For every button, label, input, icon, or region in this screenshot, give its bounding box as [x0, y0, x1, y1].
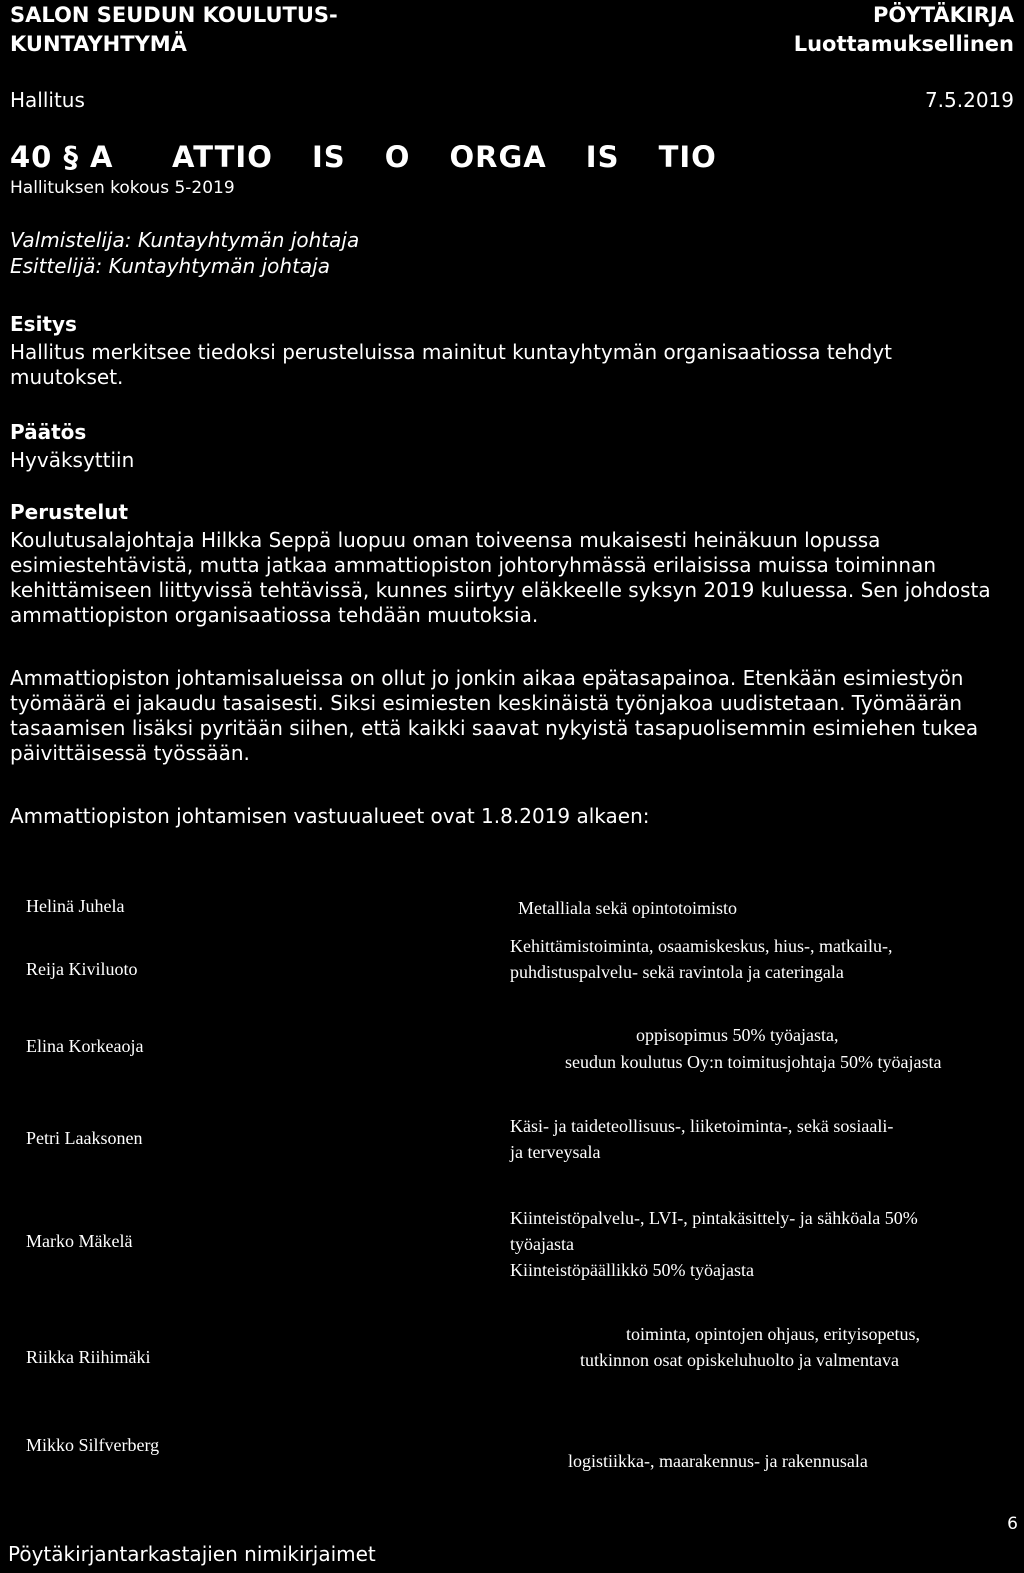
person-name: Mikko Silfverberg [26, 1435, 160, 1455]
proposal-heading: Esitys [10, 312, 77, 336]
responsibility-area: Metalliala sekä opintotoimisto [518, 898, 737, 918]
organization-name-line2: KUNTAYHTYMÄ [10, 32, 187, 56]
rationale-heading: Perustelut [10, 500, 129, 524]
decision-text: Hyväksyttiin [10, 448, 135, 472]
rationale-paragraph-1: Koulutusalajohtaja Hilkka Seppä luopuu oman toiveensa mukaisesti heinäkuun lopussa esimiestehtävistä, mutta jatkaa ammattiopiston johtoryhmässä erilaisissa muissa toiminnan kehittämiseen liittyvissä tehtävissä, kunnes siirtyy eläkkeelle syksyn 2019 kuluessa. Sen johdosta ammattiopiston organisaatiossa tehdään muutoksia. [10, 528, 991, 627]
document-date: 7.5.2019 [924, 88, 1014, 112]
responsibility-area: Käsi- ja taideteollisuus-, liiketoiminta-, sekä sosiaali- [510, 1116, 894, 1136]
person-name: Riikka Riihimäki [26, 1347, 151, 1367]
responsibility-area: logistiikka-, maarakennus- ja rakennusala [568, 1451, 868, 1471]
section-number: 40 § A [10, 140, 114, 174]
responsibility-area: ja terveysala [510, 1142, 601, 1162]
document-type: PÖYTÄKIRJA [873, 3, 1014, 27]
preparer-line: Valmistelija: Kuntayhtymän johtaja [10, 228, 360, 252]
page-number: 6 [1007, 1514, 1018, 1534]
organization-name-line1: SALON SEUDUN KOULUTUS- [10, 3, 338, 27]
section-title: ATTIO IS O ORGA IS TIO [172, 140, 717, 174]
responsibility-area: työajasta [510, 1234, 574, 1254]
presenter-line: Esittelijä: Kuntayhtymän johtaja [10, 254, 330, 278]
confidentiality-label: Luottamuksellinen [793, 32, 1014, 56]
person-name: Helinä Juhela [26, 896, 125, 916]
person-name: Reija Kiviluoto [26, 959, 138, 979]
person-name: Petri Laaksonen [26, 1128, 143, 1148]
responsibility-area: toiminta, opintojen ohjaus, erityisopetus, [626, 1324, 920, 1344]
body-name: Hallitus [10, 88, 85, 112]
decision-heading: Päätös [10, 420, 87, 444]
person-name: Marko Mäkelä [26, 1231, 133, 1251]
responsibility-area: Kiinteistöpalvelu-, LVI-, pintakäsittely- ja sähköala 50% [510, 1208, 918, 1228]
responsibility-area: tutkinnon osat opiskeluhuolto ja valmentava [580, 1350, 899, 1370]
rationale-paragraph-3: Ammattiopiston johtamisen vastuualueet ovat 1.8.2019 alkaen: [10, 804, 650, 828]
responsibility-area: oppisopimus 50% työajasta, [636, 1025, 839, 1045]
person-name: Elina Korkeaoja [26, 1036, 144, 1056]
responsibility-area: Kiinteistöpäällikkö 50% työajasta [510, 1260, 754, 1280]
footer-initials-label: Pöytäkirjantarkastajien nimikirjaimet [8, 1542, 376, 1566]
rationale-paragraph-2: Ammattiopiston johtamisalueissa on ollut jo jonkin aikaa epätasapainoa. Etenkään esimiestyön työmäärä ei jakaudu tasaisesti. Siksi esimiesten keskinäistä työnjakoa uudistetaan. Työmäärän tasaamisen lisäksi pyritään siihen, että kaikki saavat nykyistä tasapuolisemmin esimiehen tukea päivittäisessä työssään. [10, 666, 979, 765]
responsibility-area: seudun koulutus Oy:n toimitusjohtaja 50% työajasta [565, 1052, 942, 1072]
meeting-name: Hallituksen kokous 5-2019 [10, 178, 235, 198]
proposal-text: Hallitus merkitsee tiedoksi perusteluissa mainitut kuntayhtymän organisaatiossa tehdyt muutokset. [10, 340, 893, 389]
responsibility-area: puhdistuspalvelu- sekä ravintola ja cateringala [510, 962, 844, 982]
responsibility-area: Kehittämistoiminta, osaamiskeskus, hius-, matkailu-, [510, 936, 893, 956]
